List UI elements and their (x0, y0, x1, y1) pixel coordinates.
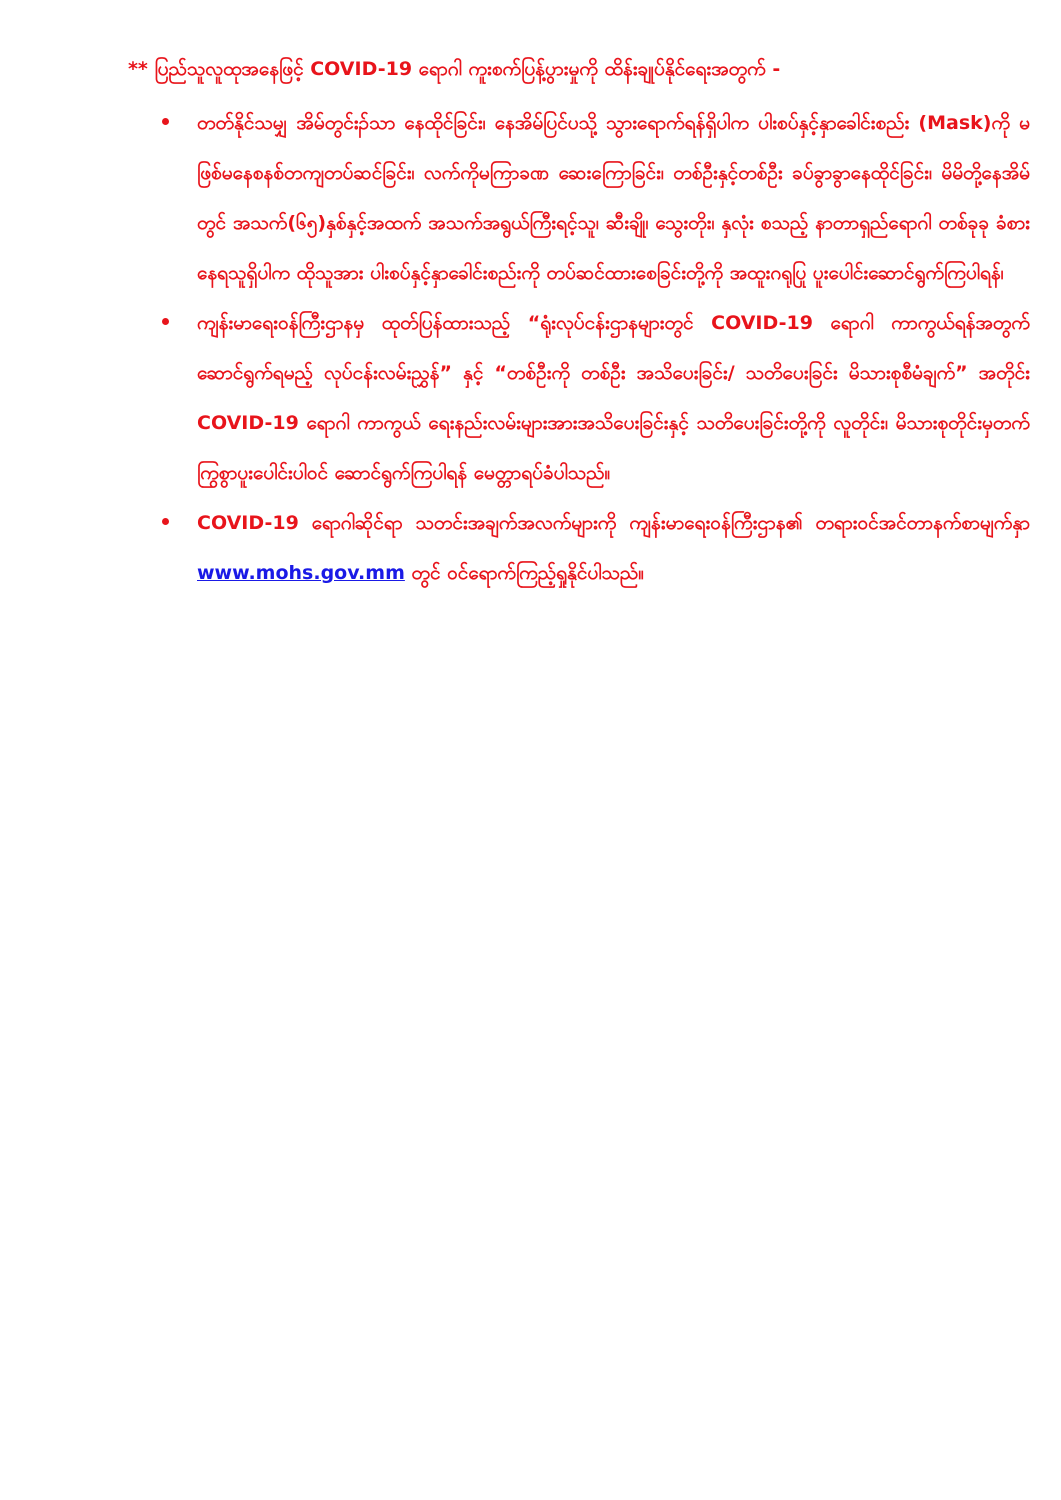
bullet-text (197, 498, 1030, 598)
bullet-dot-icon (162, 518, 169, 525)
bullet-text: ကျန်းမာရေးဝန်ကြီးဌာနမှ ထုတ်ပြန်ထားသည့် “ရုံးလုပ်ငန်းဌာနများတွင် COVID-19 ရောဂါ ကာကွယ်ရန်အတွက် ဆောင်ရွက်ရမည့် လုပ်ငန်းလမ်းညွှန်” နှင့် “တစ်ဦးကို တစ်ဦး အသိပေးခြင်း/ သတိပေးခြင်း မိသားစုစီမံချက်” အတိုင်း COVID-19 ရောဂါ ကာကွယ် ရေးနည်းလမ်းများအားအသိပေးခြင်းနှင့် သတိပေးခြင်းတို့ကို လူတိုင်း၊ မိသားစုတိုင်းမှတက်ကြွစွာပူးပေါင်းပါဝင် ဆောင်ရွက်ကြပါရန် မေတ္တာရပ်ခံပါသည်။ (197, 312, 1030, 484)
bullet-text-after-link: တွင် ဝင်ရောက်ကြည့်ရှုနိုင်ပါသည်။ (404, 562, 645, 584)
bullet-item-ministry-guidelines (160, 298, 1030, 498)
bullet-item-stay-home (160, 98, 1030, 298)
bullet-dot-icon (162, 118, 169, 125)
ministry-website-link[interactable]: www.mohs.gov.mm (197, 562, 405, 584)
bullet-text-before-link: COVID-19 ရောဂါဆိုင်ရာ သတင်းအချက်အလက်များကို ကျန်းမာရေးဝန်ကြီးဌာန၏ တရားဝင်အင်တာနက်စာမျက်နှာ (197, 512, 1030, 534)
document-heading: ** ပြည်သူလူထုအနေဖြင့် COVID-19 ရောဂါ ကူးစက်ပြန့်ပွားမှုကို ထိန်းချုပ်နိုင်ရေးအတွက် - (128, 58, 781, 80)
bullet-item-website-info (160, 498, 1030, 598)
bullet-dot-icon (162, 318, 169, 325)
bullet-list (160, 98, 1030, 598)
bullet-text: တတ်နိုင်သမျှ အိမ်တွင်းၣ်သာ နေထိုင်ခြင်း၊ နေအိမ်ပြင်ပသို့ သွားရောက်ရန်ရှိပါက ပါးစပ်နှင့်နှာခေါင်းစည်း (Mask)ကို မဖြစ်မနေစနစ်တကျတပ်ဆင်ခြင်း၊ လက်ကိုမကြာခဏ ဆေးကြောခြင်း၊ တစ်ဦးနှင့်တစ်ဦး ခပ်ခွာခွာနေထိုင်ခြင်း၊ မိမိတို့နေအိမ်တွင် အသက်(၆၅)နှစ်နှင့်အထက် အသက်အရွယ်ကြီးရင့်သူ၊ ဆီးချို၊ သွေးတိုး၊ နှလုံး စသည့် နာတာရှည်ရောဂါ တစ်ခုခု ခံစားနေရသူရှိပါက ထိုသူအား ပါးစပ်နှင့်နှာခေါင်းစည်းကို တပ်ဆင်ထားစေခြင်းတို့ကို အထူးဂရုပြု ပူးပေါင်းဆောင်ရွက်ကြပါရန်၊ (197, 112, 1030, 284)
